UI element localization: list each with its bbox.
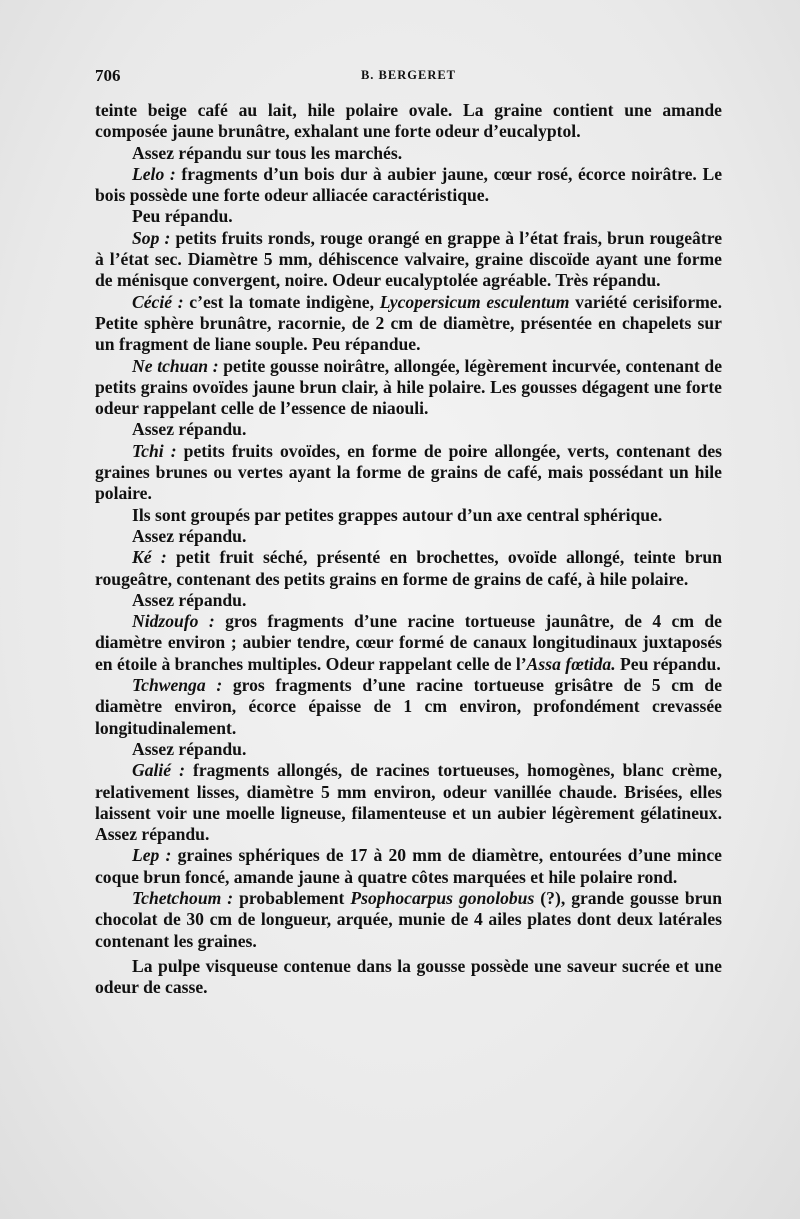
- paragraph: [95, 845, 722, 888]
- italic-term: Ne tchuan :: [132, 355, 219, 376]
- paragraph-text: La pulpe visqueuse contenue dans la gousse possède une saveur sucrée et une odeur de casse.: [95, 955, 722, 998]
- italic-term: Galié :: [132, 760, 185, 781]
- paragraph: [95, 760, 722, 845]
- body-text: [95, 100, 722, 998]
- paragraph-text: fragments d’un bois dur à aubier jaune, cœur rosé, écorce noirâtre. Le bois possède une forte odeur alliacée caractéristique.: [95, 163, 722, 206]
- paragraph: [95, 611, 722, 675]
- paragraph-text: Assez répandu.: [132, 589, 247, 610]
- paragraph-text: Assez répandu sur tous les marchés.: [132, 142, 403, 163]
- paragraph-text: Assez répandu.: [132, 419, 247, 440]
- paragraph-text: Assez répandu.: [132, 738, 247, 759]
- paragraph: [95, 956, 722, 999]
- paragraph-text: c’est la tomate indigène,: [183, 291, 380, 312]
- paragraph: [95, 419, 722, 440]
- paragraph-text: fragments allongés, de racines tortueuses, homogènes, blanc crème, relativement lisses, diamètre 5 mm environ, odeur vanillée chaude. Brisées, elles laissent voir une moelle ligneuse, filamenteuse et un aubier légèrement gélatineux. Assez répandu.: [95, 760, 722, 845]
- paragraph: [95, 505, 722, 526]
- italic-term: Psophocarpus gonolobus: [350, 887, 535, 908]
- italic-term: Tchetchoum :: [132, 887, 234, 908]
- paragraph-text: gros fragments d’une racine tortueuse grisâtre de 5 cm de diamètre environ, écorce épaisse de 1 cm environ, profondément crevassée longitudinalement.: [95, 675, 722, 738]
- paragraph-text: Ils sont groupés par petites grappes autour d’un axe central sphérique.: [132, 504, 663, 525]
- paragraph: [95, 888, 722, 952]
- paragraph: [95, 228, 722, 292]
- paragraph-text: petite gousse noirâtre, allongée, légèrement incurvée, contenant de petits grains ovoïdes jaune brun clair, à hile polaire. Les gousses dégagent une forte odeur rappelant celle de l’essence de niaouli.: [95, 355, 722, 419]
- paragraph: [95, 143, 722, 164]
- paragraph: [95, 100, 722, 143]
- italic-term: Tchi :: [132, 440, 177, 461]
- italic-term: Tchwenga :: [132, 675, 223, 696]
- paragraph-text: petit fruit séché, présenté en brochettes, ovoïde allongé, teinte brun rougeâtre, contenant des petits grains en forme de grains de café, à hile polaire.: [95, 547, 722, 589]
- italic-term: Ké :: [132, 547, 167, 568]
- paragraph: [95, 675, 722, 739]
- italic-term: Nidzoufo :: [132, 611, 215, 632]
- paragraph-text: petits fruits ovoïdes, en forme de poire allongée, verts, contenant des graines brunes ou vertes ayant la forme de grains de café, mais possédant un hile polaire.: [95, 440, 722, 504]
- page-number: 706: [95, 66, 121, 85]
- paragraph-text: Assez répandu.: [132, 525, 247, 546]
- paragraph-text: petits fruits ronds, rouge orangé en grappe à l’état frais, brun rougeâtre à l’état sec. Diamètre 5 mm, déhiscence valvaire, graine discoïde ayant une forme de ménisque convergent, noire. Odeur eucalyptolée agréable. Très répandu.: [95, 227, 722, 291]
- italic-term: Sop :: [132, 227, 171, 248]
- paragraph: [95, 164, 722, 207]
- paragraph-text: (?), grande gousse brun chocolat de 30 cm de longueur, arquée, munie de 4 ailes plates dont deux latérales contenant les graines.: [95, 887, 723, 951]
- paragraph-text: variété cerisiforme. Petite sphère brunâtre, racornie, de 2 cm de diamètre, présentée en chapelets sur un fragment de liane souple. Peu répandue.: [95, 291, 722, 355]
- paragraph-text: teinte beige café au lait, hile polaire ovale. La graine contient une amande composée jaune brunâtre, exhalant une forte odeur d’eucalyptol.: [95, 100, 722, 142]
- paragraph-text: Peu répandu.: [615, 653, 721, 674]
- paragraph: [95, 739, 722, 760]
- running-head: B. BERGERET: [360, 68, 457, 82]
- italic-term: Lelo :: [132, 163, 176, 184]
- paragraph: [95, 547, 722, 590]
- italic-term: Lep :: [132, 845, 172, 866]
- italic-term: Cécié :: [132, 291, 184, 312]
- paragraph: [95, 441, 722, 505]
- paragraph-text: probablement: [233, 887, 351, 908]
- paragraph: [95, 526, 722, 547]
- paragraph: [95, 590, 722, 611]
- page-header: [95, 66, 722, 90]
- italic-term: Lycopersicum esculentum: [379, 291, 570, 312]
- paragraph-text: graines sphériques de 17 à 20 mm de diamètre, entourées d’une mince coque brun foncé, amande jaune à quatre côtes marquées et hile polaire rond.: [95, 845, 722, 887]
- italic-term: Assa fœtida.: [526, 653, 616, 674]
- paragraph: [95, 206, 722, 227]
- paragraph-text: Peu répandu.: [132, 206, 233, 227]
- paragraph: [95, 356, 722, 420]
- paragraph: [95, 292, 722, 356]
- paragraph-text: gros fragments d’une racine tortueuse jaunâtre, de 4 cm de diamètre environ ; aubier tendre, cœur formé de canaux longitudinaux juxtaposés en étoile à branches multiples. Odeur rappelant celle de l’: [95, 611, 722, 674]
